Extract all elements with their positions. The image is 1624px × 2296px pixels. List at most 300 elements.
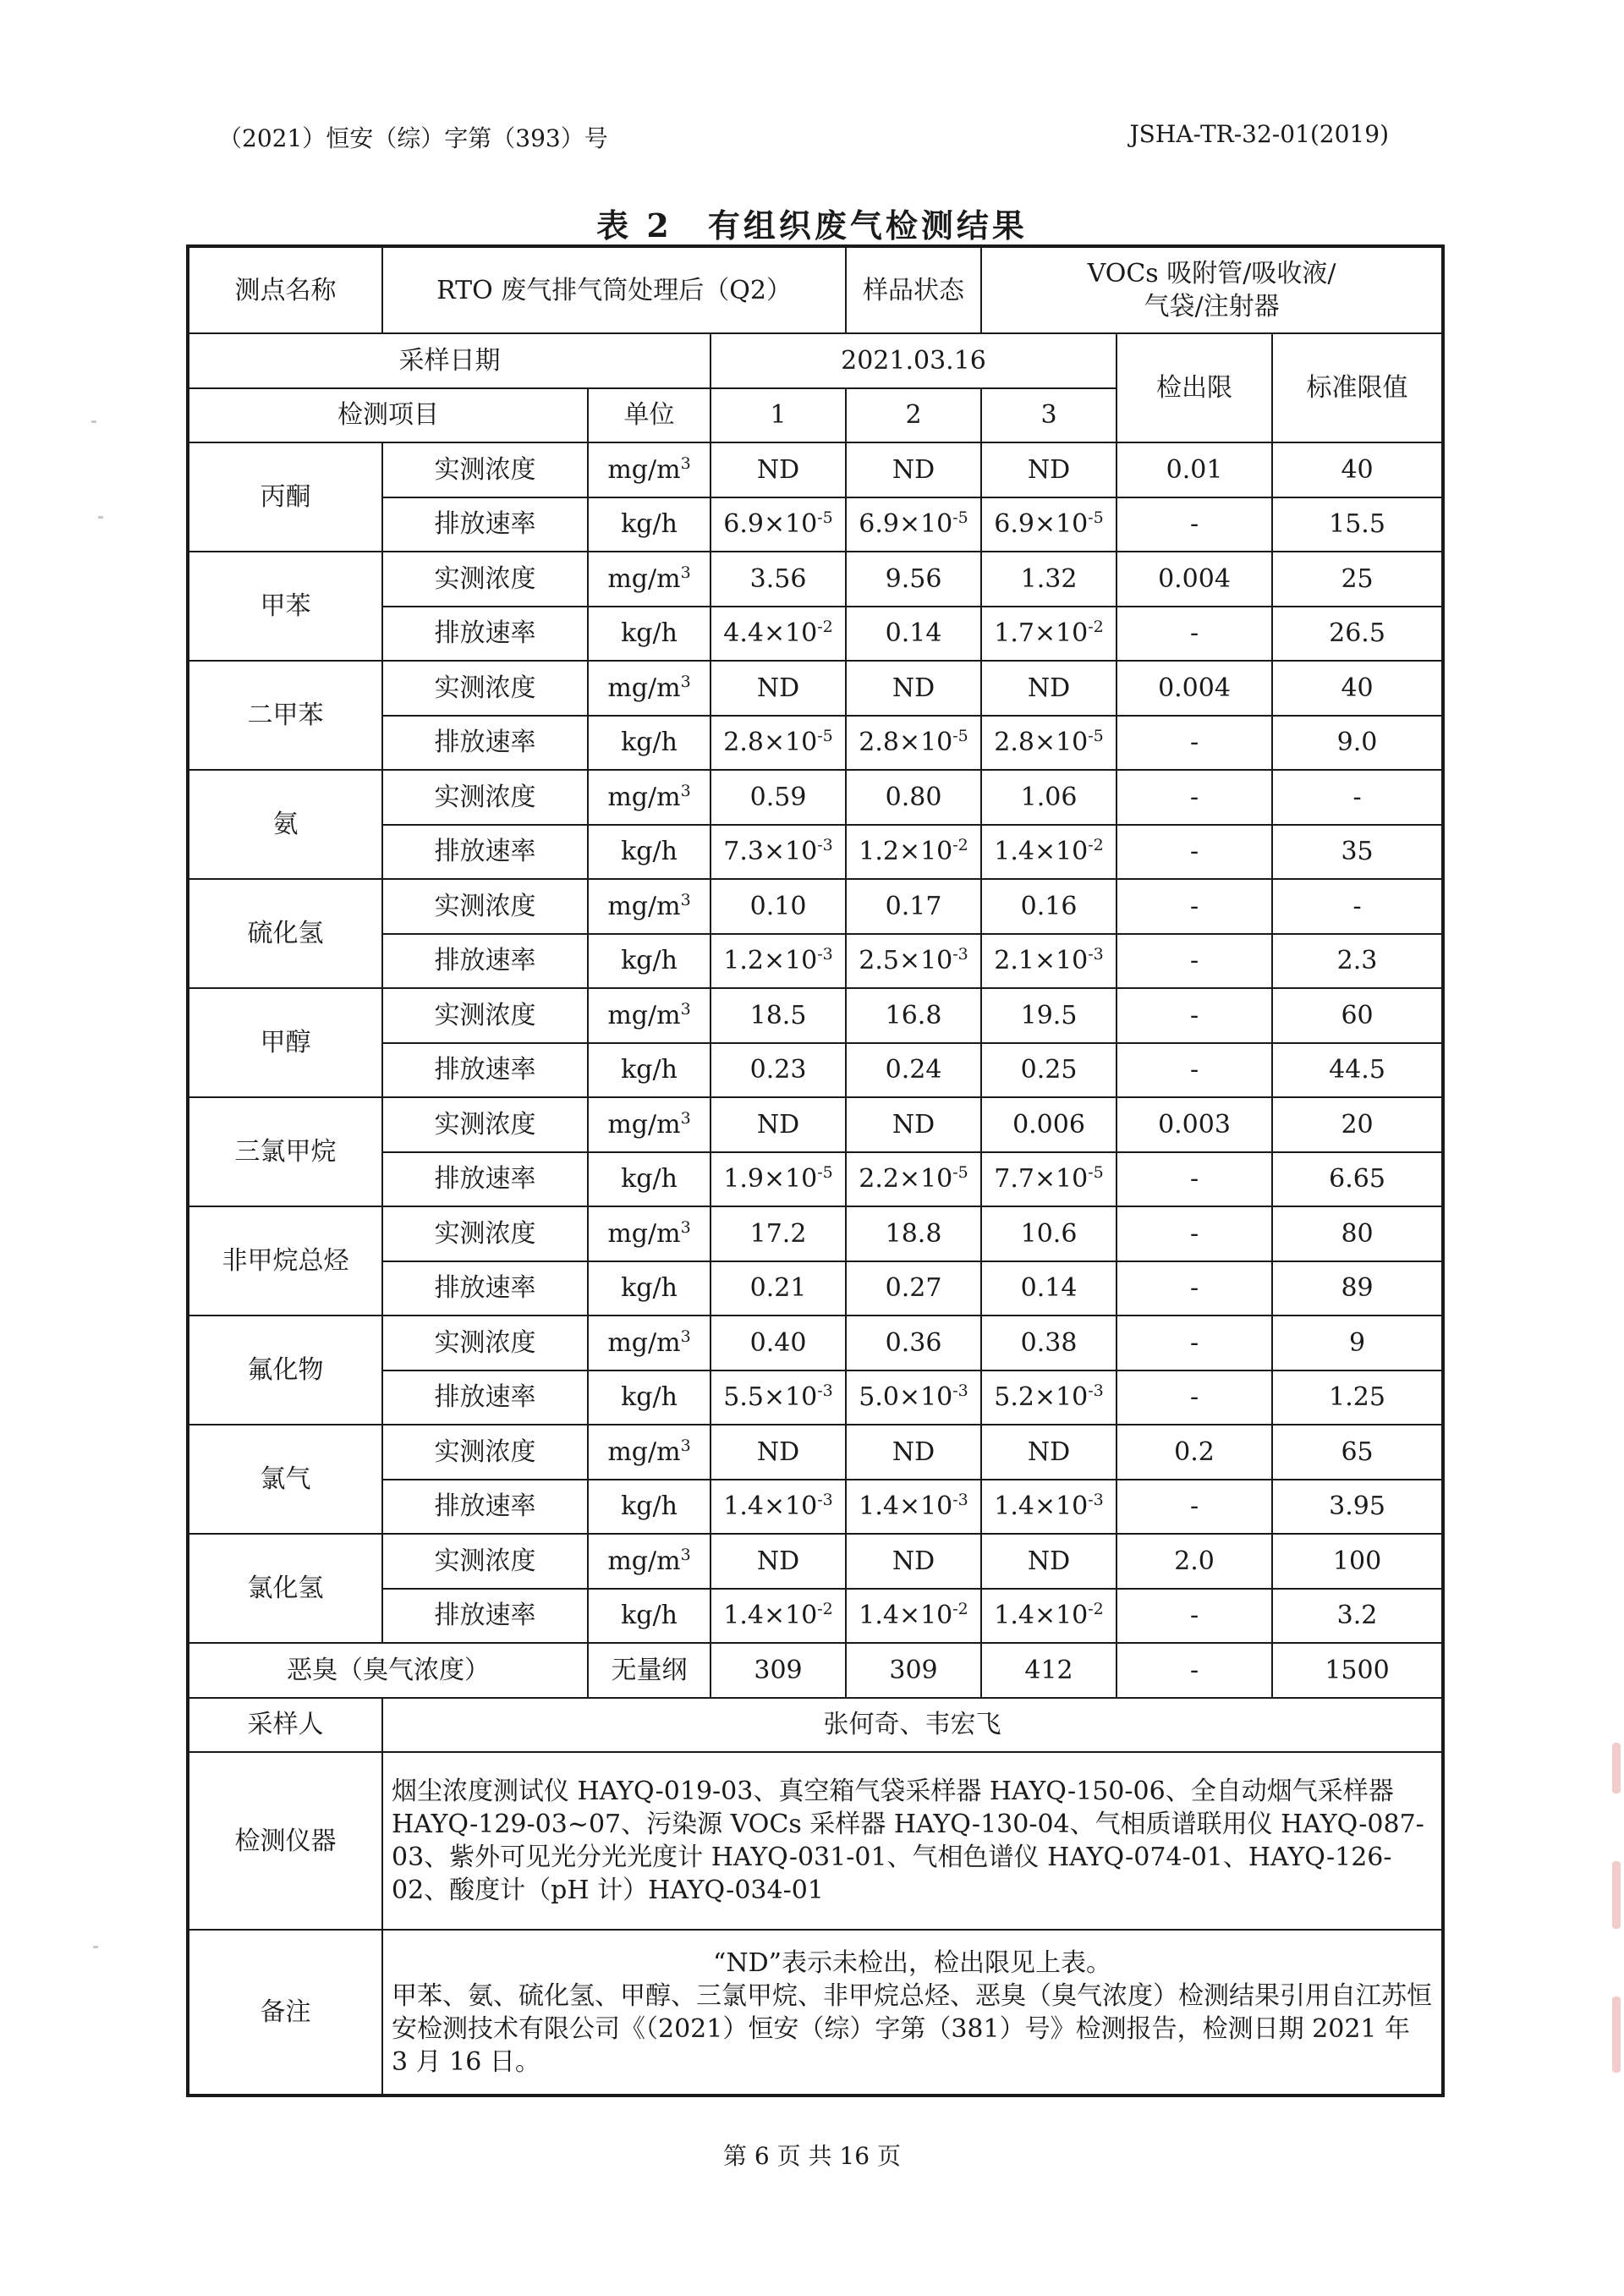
sampling-date-row [188, 333, 1443, 388]
rate-value-1 [710, 1261, 846, 1316]
instruments-value: 烟尘浓度测试仪 HAYQ-019-03、真空箱气袋采样器 HAYQ-150-06、全自动烟气采样器 HAYQ-129-03~07、污染源 VOCs 采样器 HAYQ-130-04、气相质谱联用仪 HAYQ-087-03、紫外可见光分光光度计 HAYQ-031-01、气相色谱仪 HAYQ-074-01、HAYQ-126-02、酸度计（pH 计）HAYQ-034-01 [382, 1752, 1443, 1930]
rate-value-1-mantissa: 1.4×10 [723, 1601, 818, 1631]
odor-value-3: 412 [981, 1643, 1116, 1698]
scan-speck [93, 1946, 98, 1948]
rate-value-3-exponent: -3 [1088, 1491, 1104, 1510]
rate-value-1-mantissa: 1.2×10 [723, 946, 818, 976]
sample-1-header: 1 [710, 388, 846, 443]
rate-standard-limit: 6.65 [1272, 1152, 1443, 1207]
sample-state-value [981, 246, 1443, 333]
rate-value-1 [710, 1589, 846, 1644]
concentration-value-1: ND [710, 1097, 846, 1152]
pollutant-concentration-row [188, 1316, 1443, 1370]
concentration-value-3: ND [981, 1425, 1116, 1480]
concentration-label: 实测浓度 [382, 1425, 588, 1480]
rate-value-3-exponent: -5 [1088, 727, 1104, 746]
rate-detection-limit: - [1116, 1589, 1272, 1644]
rate-value-2-exponent: -3 [952, 1381, 968, 1401]
rate-value-2 [846, 1589, 981, 1644]
concentration-value-2: ND [846, 661, 981, 716]
standard-limit-header: 标准限值 [1272, 333, 1443, 442]
pollutant-concentration-row [188, 1097, 1443, 1152]
rate-unit: kg/h [588, 1480, 710, 1535]
rate-value-2-mantissa: 1.2×10 [859, 837, 953, 867]
concentration-label: 实测浓度 [382, 1534, 588, 1589]
measure-point-value: RTO 废气排气筒处理后（Q2） [382, 246, 846, 333]
concentration-value-1: 17.2 [710, 1206, 846, 1261]
rate-value-2 [846, 1043, 981, 1098]
rate-value-3-mantissa: 0.25 [1020, 1055, 1078, 1085]
rate-value-1-mantissa: 1.4×10 [723, 1491, 818, 1522]
rate-value-1-mantissa: 5.5×10 [723, 1382, 818, 1413]
rate-value-3-exponent: -2 [1088, 1600, 1104, 1619]
concentration-unit [588, 442, 710, 497]
rate-detection-limit: - [1116, 825, 1272, 880]
rate-value-2-exponent: -2 [952, 836, 968, 855]
concentration-unit-superscript: 3 [680, 453, 691, 473]
page-footer: 第 6 页 共 16 页 [723, 2142, 901, 2170]
concentration-unit-superscript: 3 [680, 1217, 691, 1237]
rate-value-1-mantissa: 0.23 [749, 1055, 807, 1085]
rate-value-2 [846, 1261, 981, 1316]
rate-standard-limit: 15.5 [1272, 497, 1443, 552]
concentration-unit-text: mg/m [607, 454, 681, 485]
concentration-value-2: 16.8 [846, 988, 981, 1043]
concentration-value-2: ND [846, 1534, 981, 1589]
concentration-unit [588, 988, 710, 1043]
rate-unit: kg/h [588, 1370, 710, 1425]
concentration-unit-text: mg/m [607, 1218, 681, 1249]
concentration-standard-limit: - [1272, 879, 1443, 934]
rate-value-3 [981, 497, 1116, 552]
concentration-unit-text: mg/m [607, 1109, 681, 1140]
rate-value-3-exponent: -2 [1088, 836, 1104, 855]
concentration-standard-limit: 40 [1272, 661, 1443, 716]
concentration-unit [588, 1316, 710, 1370]
scan-speck [91, 420, 96, 423]
concentration-standard-limit: 65 [1272, 1425, 1443, 1480]
rate-value-2-mantissa: 0.24 [885, 1055, 942, 1085]
rate-value-2 [846, 497, 981, 552]
rate-value-2-exponent: -5 [952, 1163, 968, 1183]
document-code: JSHA-TR-32-01(2019) [1129, 120, 1389, 148]
rate-value-2-exponent: -2 [952, 1600, 968, 1619]
concentration-label: 实测浓度 [382, 1206, 588, 1261]
rate-standard-limit: 3.95 [1272, 1480, 1443, 1535]
rate-detection-limit: - [1116, 1261, 1272, 1316]
rate-label: 排放速率 [382, 825, 588, 880]
concentration-detection-limit: 0.2 [1116, 1425, 1272, 1480]
pollutant-concentration-row [188, 988, 1443, 1043]
pollutant-name: 三氯甲烷 [188, 1097, 382, 1206]
rate-detection-limit: - [1116, 934, 1272, 989]
rate-value-2-exponent: -3 [952, 1491, 968, 1510]
pollutant-name: 二甲苯 [188, 661, 382, 770]
rate-label: 排放速率 [382, 497, 588, 552]
rate-label: 排放速率 [382, 934, 588, 989]
pollutant-concentration-row [188, 879, 1443, 934]
pollutant-concentration-row [188, 1425, 1443, 1480]
report-number: （2021）恒安（综）字第（393）号 [218, 124, 608, 152]
sample-state-label: 样品状态 [846, 246, 981, 333]
rate-value-3-mantissa: 2.1×10 [994, 946, 1089, 976]
concentration-standard-limit: 40 [1272, 442, 1443, 497]
concentration-value-3: 0.006 [981, 1097, 1116, 1152]
concentration-detection-limit: - [1116, 1206, 1272, 1261]
concentration-unit [588, 1097, 710, 1152]
rate-value-2-mantissa: 2.2×10 [859, 1164, 953, 1195]
concentration-label: 实测浓度 [382, 1316, 588, 1370]
concentration-unit-text: mg/m [607, 1327, 681, 1358]
odor-detection-limit: - [1116, 1643, 1272, 1698]
odor-unit: 无量纲 [588, 1643, 710, 1698]
concentration-unit-superscript: 3 [680, 1108, 691, 1128]
concentration-detection-limit: - [1116, 879, 1272, 934]
concentration-unit [588, 879, 710, 934]
rate-value-3 [981, 1152, 1116, 1207]
pollutant-name: 氯气 [188, 1425, 382, 1534]
odor-row [188, 1643, 1443, 1698]
seal-stamp-fragment [1604, 1743, 1624, 2098]
concentration-value-2: 9.56 [846, 552, 981, 607]
pollutant-concentration-row [188, 661, 1443, 716]
rate-value-1 [710, 1480, 846, 1535]
rate-value-3-mantissa: 1.4×10 [994, 1491, 1089, 1522]
rate-value-3-mantissa: 1.4×10 [994, 1601, 1089, 1631]
item-header: 检测项目 [188, 388, 588, 443]
odor-value-2: 309 [846, 1643, 981, 1698]
concentration-standard-limit: 9 [1272, 1316, 1443, 1370]
rate-label: 排放速率 [382, 1370, 588, 1425]
table-title: 表 2 有组织废气检测结果 [596, 206, 1028, 244]
concentration-detection-limit: - [1116, 1316, 1272, 1370]
concentration-value-2: 0.80 [846, 770, 981, 825]
concentration-standard-limit: 60 [1272, 988, 1443, 1043]
pollutant-concentration-row [188, 442, 1443, 497]
rate-value-2-mantissa: 5.0×10 [859, 1382, 953, 1413]
rate-value-1-exponent: -2 [817, 618, 833, 637]
pollutant-concentration-row [188, 552, 1443, 607]
rate-value-2-mantissa: 6.9×10 [859, 509, 953, 540]
concentration-unit [588, 770, 710, 825]
pollutant-name: 丙酮 [188, 442, 382, 552]
pollutant-concentration-row [188, 1534, 1443, 1589]
sample-state-line-1: VOCs 吸附管/吸收液/ [1087, 259, 1336, 288]
rate-label: 排放速率 [382, 1261, 588, 1316]
rate-value-3-exponent: -5 [1088, 508, 1104, 528]
rate-value-1-exponent: -3 [817, 1381, 833, 1401]
remarks-line-1: “ND”表示未检出，检出限见上表。 [713, 1947, 1112, 1978]
rate-value-2 [846, 1152, 981, 1207]
rate-value-1 [710, 1043, 846, 1098]
rate-value-3-exponent: -3 [1088, 945, 1104, 964]
rate-value-1-mantissa: 1.9×10 [723, 1164, 818, 1195]
concentration-unit-text: mg/m [607, 563, 681, 594]
concentration-value-3: ND [981, 661, 1116, 716]
rate-label: 排放速率 [382, 1152, 588, 1207]
rate-value-2 [846, 716, 981, 771]
concentration-unit-text: mg/m [607, 1546, 681, 1576]
concentration-label: 实测浓度 [382, 442, 588, 497]
remarks-label: 备注 [188, 1930, 382, 2096]
rate-value-2-mantissa: 2.5×10 [859, 946, 953, 976]
concentration-unit-text: mg/m [607, 891, 681, 921]
rate-unit: kg/h [588, 934, 710, 989]
rate-value-3-exponent: -2 [1088, 618, 1104, 637]
remarks-value [382, 1930, 1443, 2096]
concentration-unit-superscript: 3 [680, 1436, 691, 1455]
rate-value-1 [710, 497, 846, 552]
concentration-value-2: 0.36 [846, 1316, 981, 1370]
concentration-detection-limit: - [1116, 770, 1272, 825]
rate-unit: kg/h [588, 825, 710, 880]
sampler-label: 采样人 [188, 1698, 382, 1753]
concentration-label: 实测浓度 [382, 770, 588, 825]
concentration-unit [588, 1206, 710, 1261]
rate-value-1-mantissa: 2.8×10 [723, 728, 818, 758]
concentration-value-1: ND [710, 1534, 846, 1589]
pollutant-concentration-row [188, 770, 1443, 825]
rate-value-2-mantissa: 1.4×10 [859, 1491, 953, 1522]
concentration-value-1: 0.40 [710, 1316, 846, 1370]
concentration-value-2: 18.8 [846, 1206, 981, 1261]
rate-detection-limit: - [1116, 716, 1272, 771]
pollutant-concentration-row [188, 1206, 1443, 1261]
concentration-value-1: ND [710, 661, 846, 716]
rate-value-2-mantissa: 0.14 [885, 618, 942, 649]
rate-value-1 [710, 607, 846, 662]
pollutant-name: 非甲烷总烃 [188, 1206, 382, 1316]
rate-label: 排放速率 [382, 716, 588, 771]
rate-value-1-exponent: -2 [817, 1600, 833, 1619]
concentration-value-1: 0.10 [710, 879, 846, 934]
concentration-value-2: ND [846, 1097, 981, 1152]
instruments-row [188, 1752, 1443, 1930]
rate-value-2 [846, 607, 981, 662]
unit-header: 单位 [588, 388, 710, 443]
rate-value-2-exponent: -3 [952, 945, 968, 964]
rate-standard-limit: 26.5 [1272, 607, 1443, 662]
concentration-value-1: 3.56 [710, 552, 846, 607]
rate-value-3-exponent: -5 [1088, 1163, 1104, 1183]
rate-value-3 [981, 825, 1116, 880]
sample-2-header: 2 [846, 388, 981, 443]
rate-detection-limit: - [1116, 1152, 1272, 1207]
odor-label: 恶臭（臭气浓度） [188, 1643, 588, 1698]
concentration-standard-limit: 20 [1272, 1097, 1443, 1152]
concentration-unit-text: mg/m [607, 782, 681, 812]
concentration-value-3: 19.5 [981, 988, 1116, 1043]
rate-value-3 [981, 607, 1116, 662]
rate-value-3 [981, 1480, 1116, 1535]
concentration-unit-superscript: 3 [680, 563, 691, 582]
rate-standard-limit: 3.2 [1272, 1589, 1443, 1644]
rate-value-1-exponent: -5 [817, 727, 833, 746]
rate-unit: kg/h [588, 1152, 710, 1207]
concentration-detection-limit: 0.004 [1116, 552, 1272, 607]
concentration-unit-text: mg/m [607, 673, 681, 703]
rate-value-1-mantissa: 7.3×10 [723, 837, 818, 867]
detection-limit-header: 检出限 [1116, 333, 1272, 442]
rate-detection-limit: - [1116, 497, 1272, 552]
rate-unit: kg/h [588, 1261, 710, 1316]
rate-value-1-mantissa: 6.9×10 [723, 509, 818, 540]
concentration-detection-limit: 0.01 [1116, 442, 1272, 497]
rate-value-3 [981, 1261, 1116, 1316]
sample-3-header: 3 [981, 388, 1116, 443]
pollutant-name: 甲醇 [188, 988, 382, 1097]
concentration-value-1: 0.59 [710, 770, 846, 825]
concentration-unit-text: mg/m [607, 1436, 681, 1467]
rate-detection-limit: - [1116, 607, 1272, 662]
rate-standard-limit: 1.25 [1272, 1370, 1443, 1425]
rate-standard-limit: 44.5 [1272, 1043, 1443, 1098]
rate-value-2-mantissa: 1.4×10 [859, 1601, 953, 1631]
rate-detection-limit: - [1116, 1043, 1272, 1098]
concentration-label: 实测浓度 [382, 552, 588, 607]
measure-point-label: 测点名称 [188, 246, 382, 333]
concentration-detection-limit: 0.004 [1116, 661, 1272, 716]
rate-value-2 [846, 825, 981, 880]
rate-value-2-exponent: -5 [952, 727, 968, 746]
concentration-value-3: 1.32 [981, 552, 1116, 607]
rate-unit: kg/h [588, 497, 710, 552]
remarks-row [188, 1930, 1443, 2096]
rate-unit: kg/h [588, 1589, 710, 1644]
rate-standard-limit: 9.0 [1272, 716, 1443, 771]
scan-speck [98, 516, 103, 519]
rate-value-3-mantissa: 5.2×10 [994, 1382, 1089, 1413]
rate-value-3-mantissa: 1.4×10 [994, 837, 1089, 867]
concentration-value-2: ND [846, 1425, 981, 1480]
rate-label: 排放速率 [382, 1589, 588, 1644]
concentration-value-3: ND [981, 1534, 1116, 1589]
rate-value-1-exponent: -3 [817, 1491, 833, 1510]
rate-value-1-exponent: -3 [817, 836, 833, 855]
concentration-label: 实测浓度 [382, 1097, 588, 1152]
rate-value-3-mantissa: 6.9×10 [994, 509, 1089, 540]
measure-point-row [188, 246, 1443, 333]
concentration-value-1: ND [710, 442, 846, 497]
rate-value-3 [981, 1589, 1116, 1644]
concentration-standard-limit: 25 [1272, 552, 1443, 607]
concentration-detection-limit: 0.003 [1116, 1097, 1272, 1152]
concentration-unit-superscript: 3 [680, 1327, 691, 1346]
rate-value-1-exponent: -5 [817, 1163, 833, 1183]
rate-value-3-mantissa: 1.7×10 [994, 618, 1089, 649]
concentration-detection-limit: 2.0 [1116, 1534, 1272, 1589]
concentration-value-3: ND [981, 442, 1116, 497]
concentration-value-3: 0.16 [981, 879, 1116, 934]
rate-label: 排放速率 [382, 607, 588, 662]
odor-value-1: 309 [710, 1643, 846, 1698]
concentration-unit-superscript: 3 [680, 672, 691, 691]
rate-standard-limit: 89 [1272, 1261, 1443, 1316]
rate-value-1-mantissa: 4.4×10 [723, 618, 818, 649]
rate-value-1-exponent: -5 [817, 508, 833, 528]
rate-value-2-exponent: -5 [952, 508, 968, 528]
pollutant-name: 甲苯 [188, 552, 382, 661]
rate-value-1-mantissa: 0.21 [749, 1273, 807, 1304]
concentration-unit [588, 661, 710, 716]
results-table [186, 244, 1445, 2097]
concentration-unit-superscript: 3 [680, 999, 691, 1019]
rate-value-1 [710, 825, 846, 880]
concentration-value-1: ND [710, 1425, 846, 1480]
sampler-row [188, 1698, 1443, 1753]
concentration-standard-limit: 100 [1272, 1534, 1443, 1589]
rate-value-1 [710, 1370, 846, 1425]
concentration-label: 实测浓度 [382, 879, 588, 934]
rate-value-1 [710, 716, 846, 771]
rate-value-1 [710, 1152, 846, 1207]
rate-value-2 [846, 1370, 981, 1425]
sampling-date-label: 采样日期 [188, 333, 710, 388]
concentration-unit-superscript: 3 [680, 781, 691, 800]
rate-value-3 [981, 716, 1116, 771]
rate-value-3 [981, 1043, 1116, 1098]
rate-unit: kg/h [588, 607, 710, 662]
rate-unit: kg/h [588, 1043, 710, 1098]
rate-value-1-exponent: -3 [817, 945, 833, 964]
rate-value-3-exponent: -3 [1088, 1381, 1104, 1401]
sample-state-line-2: 气袋/注射器 [1144, 292, 1280, 321]
rate-standard-limit: 2.3 [1272, 934, 1443, 989]
concentration-unit-superscript: 3 [680, 1545, 691, 1564]
rate-value-3 [981, 1370, 1116, 1425]
odor-standard-limit: 1500 [1272, 1643, 1443, 1698]
concentration-label: 实测浓度 [382, 988, 588, 1043]
concentration-label: 实测浓度 [382, 661, 588, 716]
remarks-line-2: 甲苯、氨、硫化氢、甲醇、三氯甲烷、非甲烷总烃、恶臭（臭气浓度）检测结果引用自江苏恒安检测技术有限公司《（2021）恒安（综）字第（381）号》检测报告，检测日期 2021 年 3 月 16 日。 [392, 1980, 1432, 2077]
rate-value-3 [981, 934, 1116, 989]
rate-detection-limit: - [1116, 1480, 1272, 1535]
concentration-unit-text: mg/m [607, 1000, 681, 1030]
pollutant-name: 氨 [188, 770, 382, 879]
concentration-value-2: ND [846, 442, 981, 497]
concentration-standard-limit: 80 [1272, 1206, 1443, 1261]
concentration-detection-limit: - [1116, 988, 1272, 1043]
concentration-value-2: 0.17 [846, 879, 981, 934]
pollutant-name: 氟化物 [188, 1316, 382, 1425]
concentration-value-1: 18.5 [710, 988, 846, 1043]
concentration-value-3: 1.06 [981, 770, 1116, 825]
sampling-date-value: 2021.03.16 [710, 333, 1116, 388]
rate-value-3-mantissa: 7.7×10 [994, 1164, 1089, 1195]
rate-value-3-mantissa: 2.8×10 [994, 728, 1089, 758]
concentration-unit [588, 1534, 710, 1589]
pollutant-name: 氯化氢 [188, 1534, 382, 1643]
rate-label: 排放速率 [382, 1480, 588, 1535]
concentration-standard-limit: - [1272, 770, 1443, 825]
rate-value-3-mantissa: 0.14 [1020, 1273, 1078, 1304]
rate-value-2-mantissa: 2.8×10 [859, 728, 953, 758]
rate-detection-limit: - [1116, 1370, 1272, 1425]
concentration-value-3: 0.38 [981, 1316, 1116, 1370]
rate-value-1 [710, 934, 846, 989]
concentration-value-3: 10.6 [981, 1206, 1116, 1261]
pollutant-name: 硫化氢 [188, 879, 382, 988]
concentration-unit [588, 1425, 710, 1480]
concentration-unit-superscript: 3 [680, 890, 691, 909]
rate-value-2 [846, 934, 981, 989]
sampler-value: 张何奇、韦宏飞 [382, 1698, 1443, 1753]
rate-unit: kg/h [588, 716, 710, 771]
rate-standard-limit: 35 [1272, 825, 1443, 880]
instruments-label: 检测仪器 [188, 1752, 382, 1930]
rate-label: 排放速率 [382, 1043, 588, 1098]
concentration-unit [588, 552, 710, 607]
